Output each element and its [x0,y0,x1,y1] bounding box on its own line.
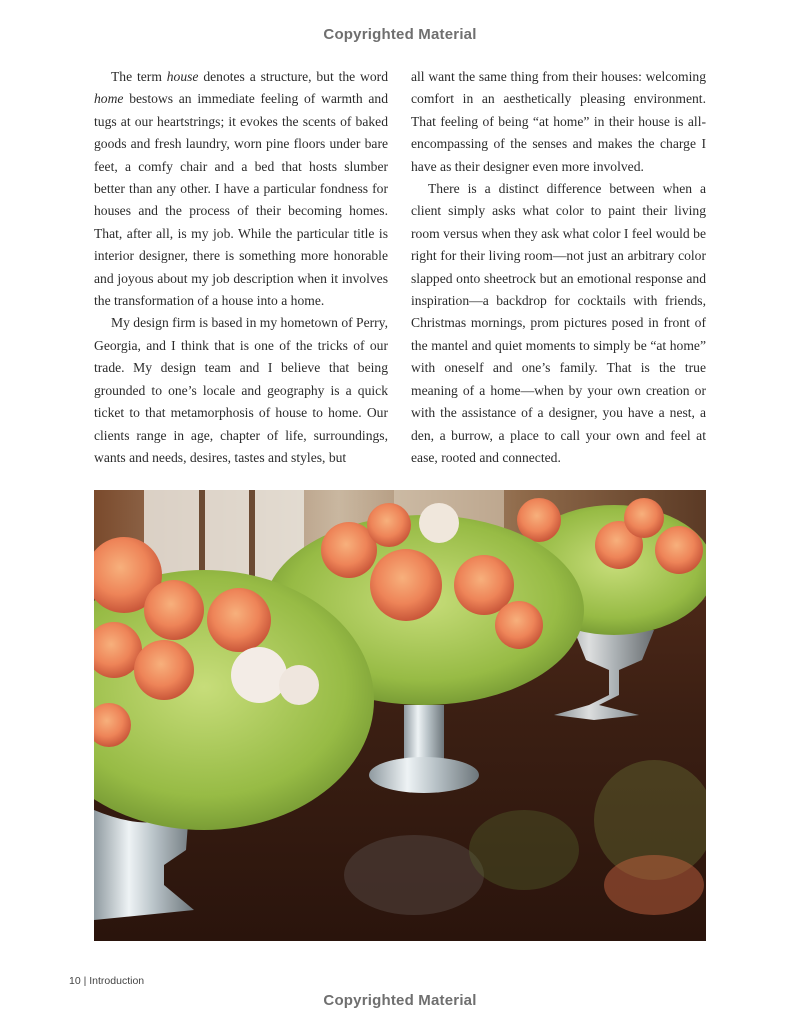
text-run: The term [111,69,167,84]
text-column-right [411,66,706,469]
photo-illustration [94,490,706,941]
copyright-watermark-top: Copyrighted Material [323,26,477,43]
text-run: denotes a structure, but the word [198,69,388,84]
paragraph: all want the same thing from their houses: welcoming comfort in an aesthetically pleasing environment. That feeling of being “at home” in their house is all-encompassing of the senses and makes the charge I have as their designer even more involved. [411,69,706,174]
footer-separator: | [80,975,90,987]
text-column-left [94,66,388,469]
text-run: bestows an immediate feeling of warmth and tugs at our heartstrings; it evokes the scents of baked goods and fresh laundry, worn pine floors under bare feet, a comfy chair and a bed that hosts slumber better than any other. I have a particular fondness for houses and the process of their becoming homes. That, after all, is my job. While the particular title is interior designer, there is something more honorable and joyous about my job description when it involves the transformation of a house into a home. [94,91,388,309]
page-number: 10 [69,975,81,987]
page-footer [69,975,144,987]
italic-word-house: house [166,69,199,84]
italic-word-home: home [94,91,124,107]
paragraph: My design firm is based in my hometown of Perry, Georgia, and I think that is one of the tricks of our trade. My design team and I believe that being grounded to one’s locale and geography is a quick ticket to that metamorphosis of house to home. Our clients range in age, chapter of life, surroundings, wants and needs, desires, tastes and styles, but [94,315,388,465]
paragraph: There is a distinct difference between when a client simply asks what color to paint their living room versus when they ask what color I feel would be right for their living room—not just an arbitrary color slapped onto sheetrock but an emotional response and inspiration—a backdrop for cocktails with friends, Christmas mornings, prom pictures posed in front of the mantel and quiet moments to simply be “at home” with oneself and one’s family. That is the true meaning of a home—when by your own creation or with the assistance of a designer, you have a nest, a den, a burrow, a place to call your own and feel at ease, rooted and connected. [411,181,706,465]
copyright-watermark-bottom: Copyrighted Material [323,992,477,1009]
flower-arrangement-photo [94,490,706,941]
section-name: Introduction [89,975,145,987]
paragraph [94,66,388,312]
